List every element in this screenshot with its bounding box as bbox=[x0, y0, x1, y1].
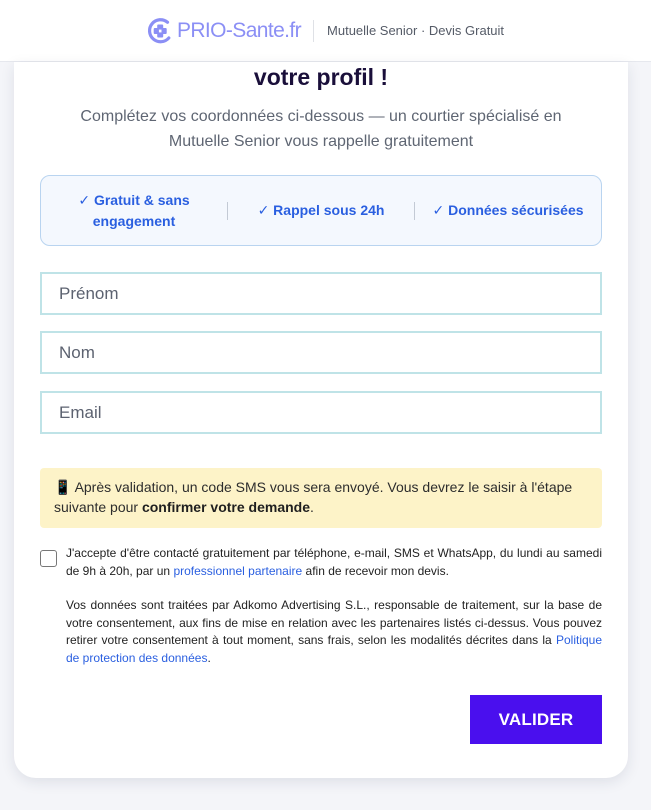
sms-notice bbox=[40, 468, 602, 528]
privacy-notice bbox=[66, 597, 602, 667]
submit-button[interactable]: VALIDER bbox=[470, 695, 602, 744]
badge-callback: ✓ Rappel sous 24h bbox=[257, 202, 385, 218]
sms-notice-strong: confirmer votre demande bbox=[141, 499, 311, 515]
form-card bbox=[14, 62, 628, 778]
consent-checkbox[interactable] bbox=[40, 550, 57, 567]
medical-cross-icon bbox=[147, 17, 175, 45]
badge-free: ✓ Gratuit & sans engagement bbox=[78, 191, 190, 229]
privacy-policy-link[interactable]: Politique de protection des données bbox=[66, 633, 602, 665]
first-name-input[interactable] bbox=[40, 272, 602, 315]
consent-text-before: J'accepte d'être contacté gratuitement par téléphone, e-mail, SMS et WhatsApp, du lundi au samedi de 9h à 20h, par un bbox=[66, 546, 602, 578]
sms-notice-end: . bbox=[310, 499, 314, 515]
logo-text: PRIO-Sante.fr bbox=[176, 18, 302, 42]
email-input[interactable] bbox=[40, 391, 602, 434]
form-title: votre profil ! bbox=[253, 64, 389, 90]
badge-secure: ✓ Données sécurisées bbox=[432, 202, 584, 218]
privacy-text: Vos données sont traitées par Adkomo Advertising S.L., responsable de traitement, sur la base de votre consentement, aux fins de mise en relation avec les partenaires listés ci-dessus. Vous pouvez retirer votre consentement à tout moment, sans frais, selon les modalités décrites dans la bbox=[66, 598, 602, 647]
header-tagline: Mutuelle Senior · Devis Gratuit bbox=[327, 23, 505, 38]
privacy-end: . bbox=[207, 650, 211, 665]
form-subtitle: Complétez vos coordonnées ci-dessous — un courtier spécialisé en Mutuelle Senior vous rappelle gratuitement bbox=[80, 108, 562, 150]
partner-link[interactable]: professionnel partenaire bbox=[173, 563, 303, 578]
sms-notice-text: Après validation, un code SMS vous sera envoyé. Vous devrez le saisir à l'étape suivante pour bbox=[54, 479, 573, 515]
consent-text-after: afin de recevoir mon devis. bbox=[305, 563, 449, 578]
last-name-input[interactable] bbox=[40, 331, 602, 374]
logo[interactable] bbox=[147, 17, 301, 45]
header-divider bbox=[313, 20, 314, 42]
mobile-phone-icon: 📱 bbox=[54, 479, 72, 495]
benefits-banner bbox=[40, 175, 602, 246]
consent-text bbox=[66, 545, 602, 580]
site-header bbox=[0, 0, 651, 62]
